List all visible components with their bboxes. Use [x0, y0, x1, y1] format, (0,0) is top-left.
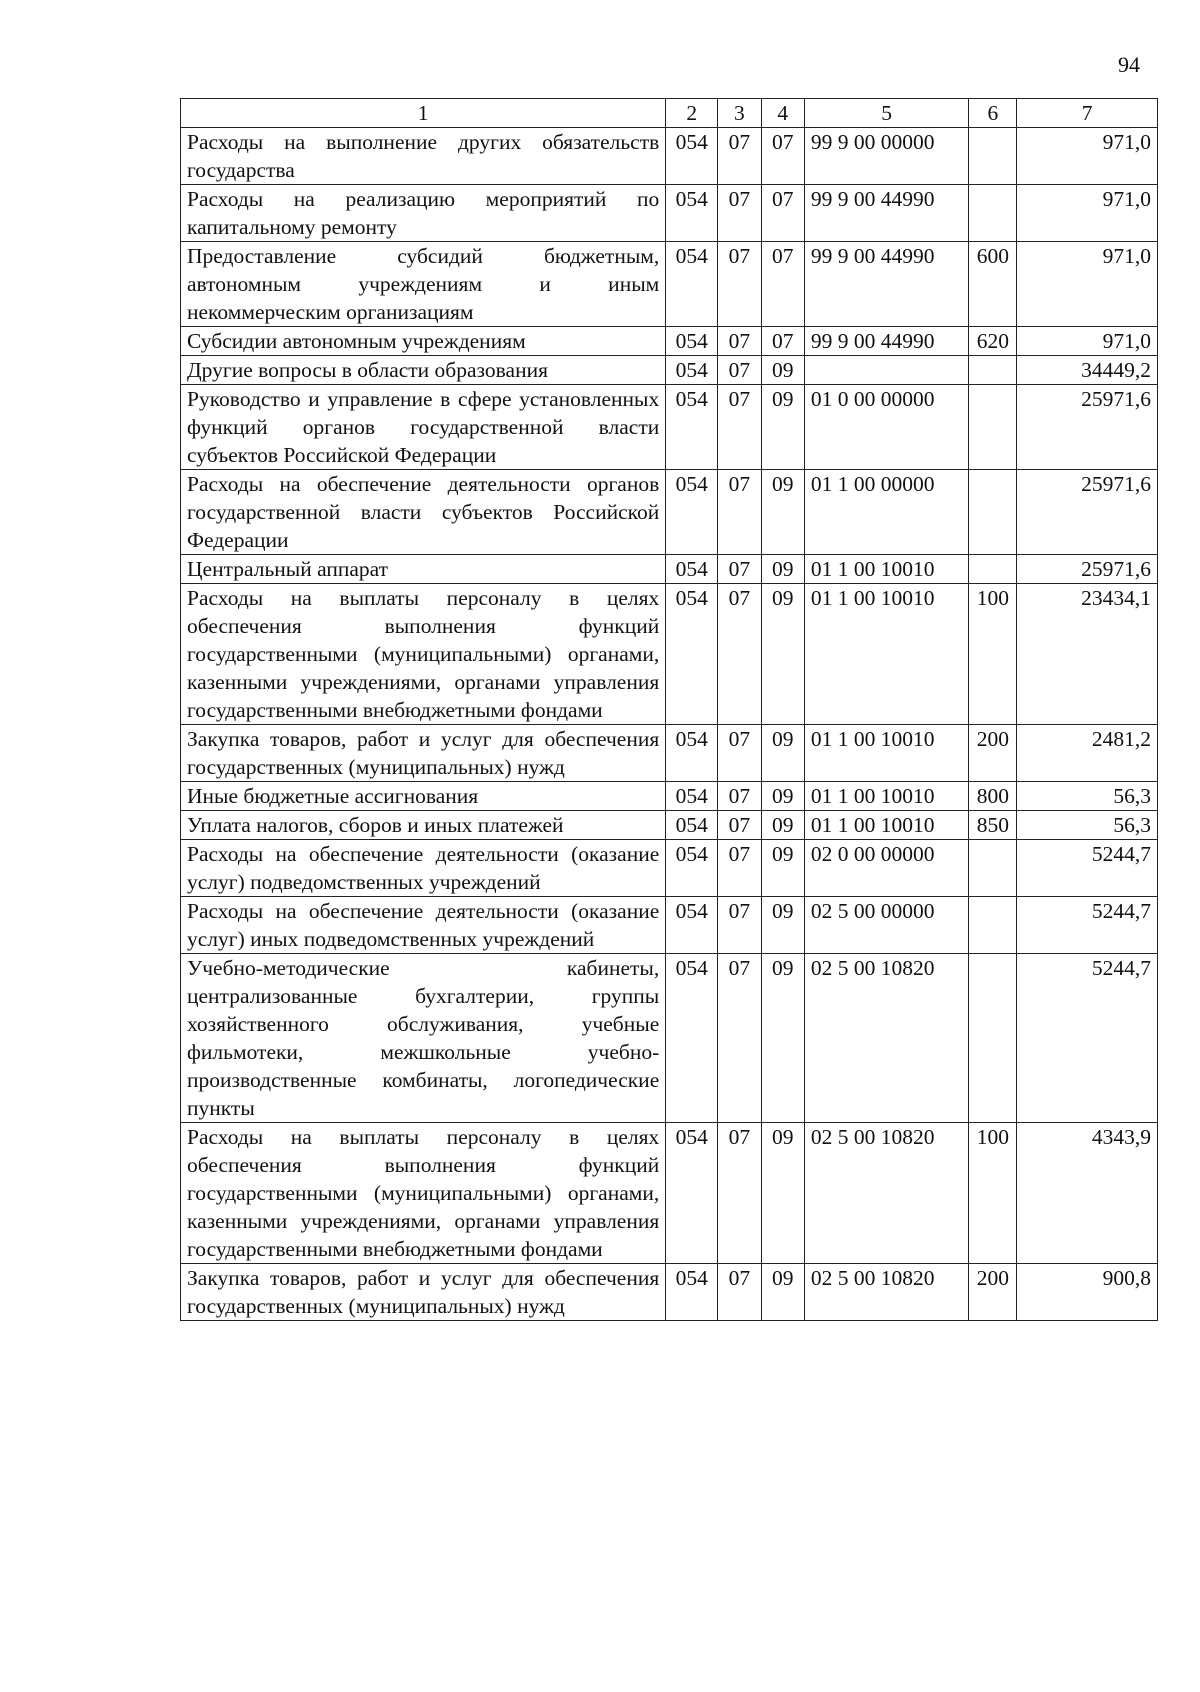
row-sum-cell: 2481,2 [1017, 725, 1158, 782]
row-sum-cell: 900,8 [1017, 1264, 1158, 1321]
row-pr-cell: 09 [761, 840, 804, 897]
row-sum-cell: 971,0 [1017, 242, 1158, 327]
row-csr-cell: 01 1 00 10010 [804, 584, 969, 725]
row-name-cell: Центральный аппарат [181, 555, 666, 584]
row-rz-cell: 07 [718, 242, 761, 327]
table-row [181, 897, 1158, 954]
row-name-cell: Другие вопросы в области образования [181, 356, 666, 385]
row-rz-cell: 07 [718, 897, 761, 954]
row-name-cell: Расходы на выполнение других обязательств государства [181, 128, 666, 185]
table-row [181, 356, 1158, 385]
row-csr-cell: 01 1 00 10010 [804, 725, 969, 782]
column-header: 6 [969, 99, 1017, 128]
row-vr-cell [969, 185, 1017, 242]
row-csr-cell: 02 5 00 10820 [804, 1123, 969, 1264]
row-ved-cell: 054 [666, 840, 718, 897]
row-vr-cell [969, 897, 1017, 954]
column-header: 4 [761, 99, 804, 128]
row-ved-cell: 054 [666, 1123, 718, 1264]
row-pr-cell: 09 [761, 1123, 804, 1264]
table-row [181, 782, 1158, 811]
row-csr-cell: 99 9 00 44990 [804, 242, 969, 327]
row-sum-cell: 971,0 [1017, 327, 1158, 356]
table-row [181, 470, 1158, 555]
table-row [181, 954, 1158, 1123]
budget-table [180, 98, 1158, 1321]
row-name-cell: Иные бюджетные ассигнования [181, 782, 666, 811]
table-row [181, 185, 1158, 242]
table-row [181, 385, 1158, 470]
row-ved-cell: 054 [666, 954, 718, 1123]
row-vr-cell: 100 [969, 584, 1017, 725]
table-row [181, 555, 1158, 584]
row-ved-cell: 054 [666, 385, 718, 470]
row-sum-cell: 5244,7 [1017, 897, 1158, 954]
row-pr-cell: 09 [761, 782, 804, 811]
row-pr-cell: 09 [761, 470, 804, 555]
table-row [181, 327, 1158, 356]
row-name-cell: Предоставление субсидий бюджетным, автономным учреждениям и иным некоммерческим организациям [181, 242, 666, 327]
row-sum-cell: 25971,6 [1017, 385, 1158, 470]
row-csr-cell: 99 9 00 00000 [804, 128, 969, 185]
column-header: 1 [181, 99, 666, 128]
row-pr-cell: 07 [761, 242, 804, 327]
row-name-cell: Уплата налогов, сборов и иных платежей [181, 811, 666, 840]
table-row [181, 242, 1158, 327]
row-pr-cell: 09 [761, 1264, 804, 1321]
table-row [181, 840, 1158, 897]
row-vr-cell: 100 [969, 1123, 1017, 1264]
column-header: 7 [1017, 99, 1158, 128]
table-header-row [181, 99, 1158, 128]
row-rz-cell: 07 [718, 954, 761, 1123]
page-number: 94 [1118, 52, 1140, 77]
row-vr-cell: 200 [969, 725, 1017, 782]
row-sum-cell: 971,0 [1017, 185, 1158, 242]
row-rz-cell: 07 [718, 811, 761, 840]
row-ved-cell: 054 [666, 356, 718, 385]
row-pr-cell: 09 [761, 897, 804, 954]
row-sum-cell: 5244,7 [1017, 954, 1158, 1123]
row-pr-cell: 07 [761, 327, 804, 356]
row-vr-cell [969, 385, 1017, 470]
row-rz-cell: 07 [718, 185, 761, 242]
row-name-cell: Закупка товаров, работ и услуг для обеспечения государственных (муниципальных) нужд [181, 725, 666, 782]
row-rz-cell: 07 [718, 385, 761, 470]
row-rz-cell: 07 [718, 1264, 761, 1321]
row-csr-cell: 01 1 00 10010 [804, 782, 969, 811]
row-rz-cell: 07 [718, 356, 761, 385]
row-ved-cell: 054 [666, 327, 718, 356]
row-vr-cell: 200 [969, 1264, 1017, 1321]
row-pr-cell: 09 [761, 356, 804, 385]
row-csr-cell [804, 356, 969, 385]
row-csr-cell: 01 0 00 00000 [804, 385, 969, 470]
row-ved-cell: 054 [666, 782, 718, 811]
row-name-cell: Расходы на выплаты персоналу в целях обеспечения выполнения функций государственными (муниципальными) органами, казенными учреждениями, органами управления государственными внебюджетными фондами [181, 584, 666, 725]
row-name-cell: Расходы на обеспечение деятельности (оказание услуг) подведомственных учреждений [181, 840, 666, 897]
row-vr-cell: 600 [969, 242, 1017, 327]
row-name-cell: Субсидии автономным учреждениям [181, 327, 666, 356]
row-sum-cell: 56,3 [1017, 811, 1158, 840]
row-csr-cell: 02 5 00 10820 [804, 954, 969, 1123]
row-name-cell: Расходы на выплаты персоналу в целях обеспечения выполнения функций государственными (муниципальными) органами, казенными учреждениями, органами управления государственными внебюджетными фондами [181, 1123, 666, 1264]
row-sum-cell: 34449,2 [1017, 356, 1158, 385]
row-pr-cell: 09 [761, 725, 804, 782]
table-row [181, 1264, 1158, 1321]
table-row [181, 1123, 1158, 1264]
row-rz-cell: 07 [718, 584, 761, 725]
row-pr-cell: 09 [761, 954, 804, 1123]
row-pr-cell: 09 [761, 584, 804, 725]
row-ved-cell: 054 [666, 185, 718, 242]
row-ved-cell: 054 [666, 128, 718, 185]
row-sum-cell: 56,3 [1017, 782, 1158, 811]
row-ved-cell: 054 [666, 1264, 718, 1321]
row-ved-cell: 054 [666, 725, 718, 782]
row-ved-cell: 054 [666, 242, 718, 327]
row-name-cell: Учебно-методические кабинеты, централизованные бухгалтерии, группы хозяйственного обслуживания, учебные фильмотеки, межшкольные учебно-производственные комбинаты, логопедические пункты [181, 954, 666, 1123]
row-ved-cell: 054 [666, 470, 718, 555]
row-csr-cell: 02 0 00 00000 [804, 840, 969, 897]
row-csr-cell: 02 5 00 10820 [804, 1264, 969, 1321]
row-ved-cell: 054 [666, 555, 718, 584]
table-row [181, 725, 1158, 782]
row-sum-cell: 5244,7 [1017, 840, 1158, 897]
row-pr-cell: 09 [761, 385, 804, 470]
row-vr-cell [969, 356, 1017, 385]
row-vr-cell [969, 470, 1017, 555]
row-csr-cell: 01 1 00 10010 [804, 555, 969, 584]
row-vr-cell [969, 954, 1017, 1123]
row-vr-cell: 620 [969, 327, 1017, 356]
row-ved-cell: 054 [666, 897, 718, 954]
row-sum-cell: 23434,1 [1017, 584, 1158, 725]
column-header: 5 [804, 99, 969, 128]
row-vr-cell [969, 840, 1017, 897]
row-sum-cell: 25971,6 [1017, 555, 1158, 584]
column-header: 3 [718, 99, 761, 128]
row-csr-cell: 99 9 00 44990 [804, 327, 969, 356]
table-row [181, 811, 1158, 840]
row-vr-cell: 800 [969, 782, 1017, 811]
row-rz-cell: 07 [718, 782, 761, 811]
row-csr-cell: 01 1 00 10010 [804, 811, 969, 840]
row-rz-cell: 07 [718, 470, 761, 555]
row-pr-cell: 09 [761, 811, 804, 840]
row-csr-cell: 01 1 00 00000 [804, 470, 969, 555]
row-pr-cell: 09 [761, 555, 804, 584]
row-rz-cell: 07 [718, 1123, 761, 1264]
row-vr-cell [969, 128, 1017, 185]
row-rz-cell: 07 [718, 725, 761, 782]
row-name-cell: Расходы на реализацию мероприятий по капитальному ремонту [181, 185, 666, 242]
row-name-cell: Расходы на обеспечение деятельности (оказание услуг) иных подведомственных учреждений [181, 897, 666, 954]
row-rz-cell: 07 [718, 128, 761, 185]
column-header: 2 [666, 99, 718, 128]
row-name-cell: Закупка товаров, работ и услуг для обеспечения государственных (муниципальных) нужд [181, 1264, 666, 1321]
row-pr-cell: 07 [761, 185, 804, 242]
row-csr-cell: 99 9 00 44990 [804, 185, 969, 242]
row-vr-cell: 850 [969, 811, 1017, 840]
row-ved-cell: 054 [666, 811, 718, 840]
row-rz-cell: 07 [718, 327, 761, 356]
table-row [181, 584, 1158, 725]
row-name-cell: Расходы на обеспечение деятельности органов государственной власти субъектов Российской Федерации [181, 470, 666, 555]
row-csr-cell: 02 5 00 00000 [804, 897, 969, 954]
row-vr-cell [969, 555, 1017, 584]
table-row [181, 128, 1158, 185]
row-ved-cell: 054 [666, 584, 718, 725]
row-rz-cell: 07 [718, 840, 761, 897]
row-sum-cell: 25971,6 [1017, 470, 1158, 555]
row-name-cell: Руководство и управление в сфере установленных функций органов государственной власти субъектов Российской Федерации [181, 385, 666, 470]
row-rz-cell: 07 [718, 555, 761, 584]
row-pr-cell: 07 [761, 128, 804, 185]
row-sum-cell: 4343,9 [1017, 1123, 1158, 1264]
row-sum-cell: 971,0 [1017, 128, 1158, 185]
